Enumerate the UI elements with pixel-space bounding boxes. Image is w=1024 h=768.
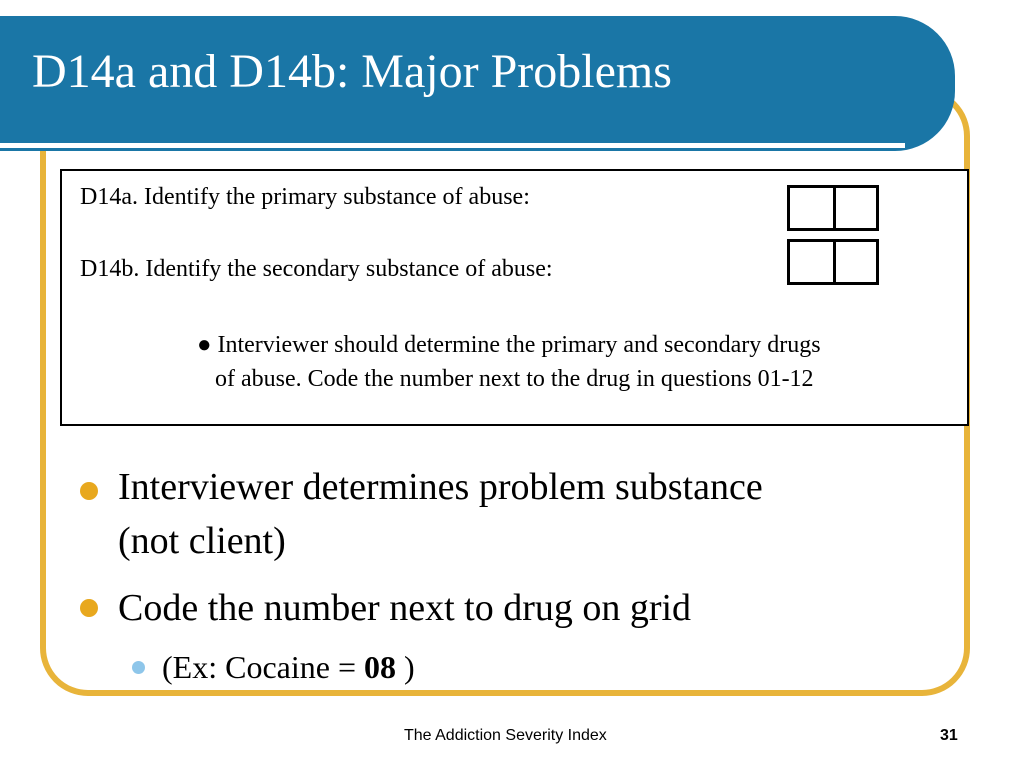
example-prefix: (Ex: Cocaine =: [162, 649, 364, 685]
slide-title: D14a and D14b: Major Problems: [32, 45, 672, 98]
code-cell: [833, 242, 879, 282]
code-grid-primary: [787, 185, 879, 231]
footer-text: The Addiction Severity Index: [404, 727, 607, 744]
bullet-dot-icon: [80, 482, 98, 500]
code-cell: [790, 188, 833, 228]
code-grid-secondary: [787, 239, 879, 285]
code-cell: [790, 242, 833, 282]
form-box: [60, 169, 969, 426]
example-code: 08: [363, 649, 396, 685]
question-d14a: D14a. Identify the primary substance of abuse:: [80, 184, 530, 210]
interviewer-note: [197, 328, 821, 396]
code-cell: [833, 188, 879, 228]
bullet-text: Interviewer determines problem substance: [118, 466, 763, 508]
bullet-text: Code the number next to drug on grid: [118, 587, 692, 629]
sub-bullet-text: [162, 647, 415, 687]
note-line: ● Interviewer should determine the primary and secondary drugs: [197, 332, 821, 358]
note-line: of abuse. Code the number next to the drug in questions 01-12: [215, 366, 814, 392]
title-underline: [0, 143, 905, 148]
question-d14b: D14b. Identify the secondary substance of abuse:: [80, 256, 553, 282]
sub-bullet-dot-icon: [132, 661, 145, 674]
bullet-dot-icon: [80, 599, 98, 617]
example-suffix: ): [395, 649, 415, 685]
bullet-text: (not client): [118, 520, 286, 562]
page-number: 31: [940, 727, 958, 744]
